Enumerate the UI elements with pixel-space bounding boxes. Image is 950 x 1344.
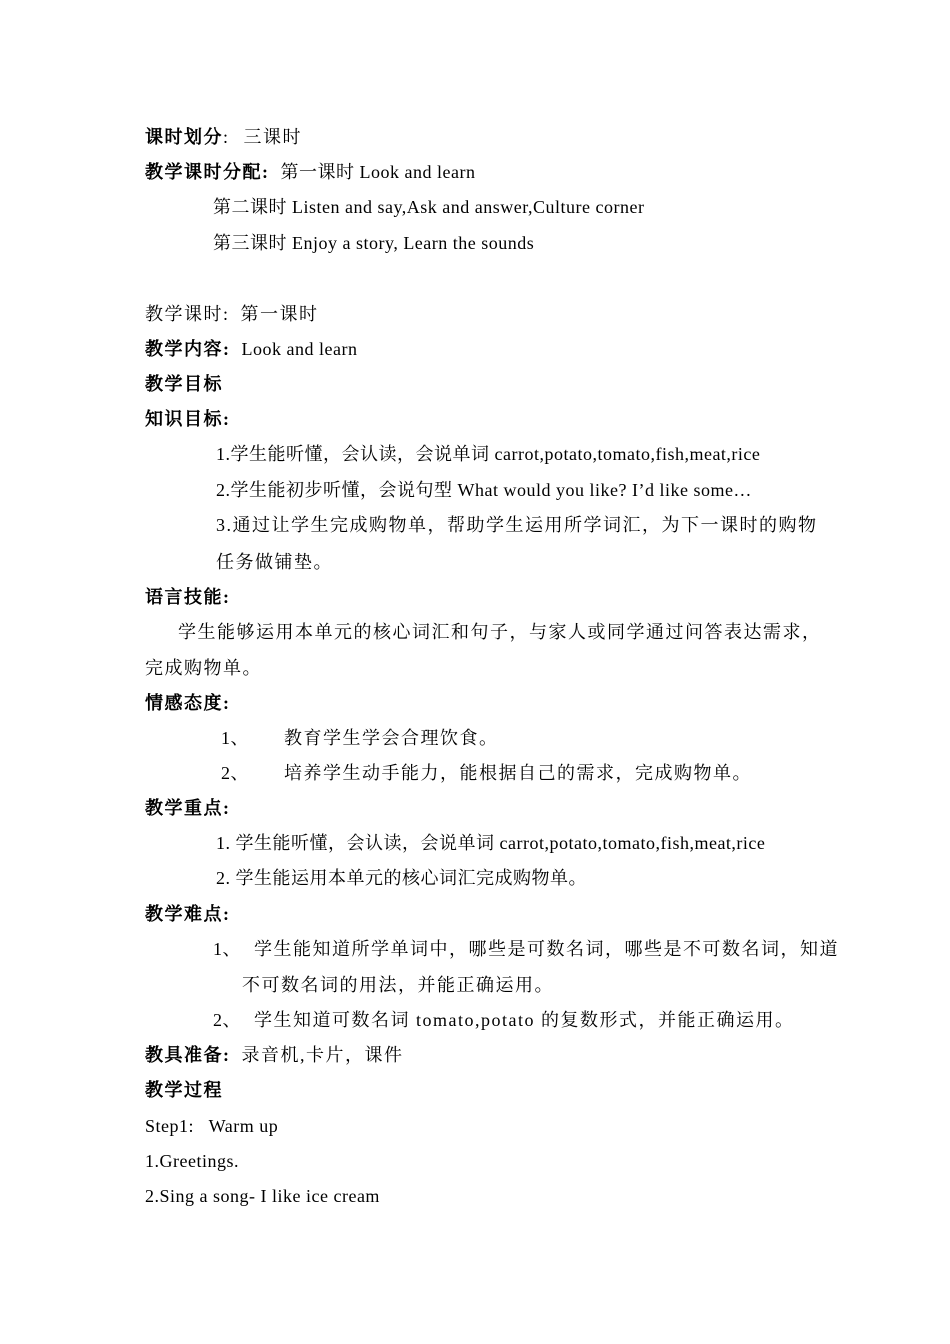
period-label: 教学课时:: [145, 304, 230, 324]
focus-item-1: 1. 学生能听懂，会认读，会说单词 carrot,potato,tomato,fish,meat,rice: [216, 833, 766, 853]
knowledge-item-3-cont: 任务做铺垫。: [216, 552, 333, 572]
allocation-item-2: 第二课时 Listen and say,Ask and answer,Culture corner: [213, 197, 645, 217]
division-line: [145, 125, 302, 149]
allocation-line: [145, 160, 475, 184]
attitude-num: 1、: [221, 728, 249, 748]
difficulty-text: 学生知道可数名词 tomato,potato 的复数形式，并能正确运用。: [254, 1010, 795, 1030]
goals-heading: 教学目标: [145, 374, 223, 394]
attitude-item-2: [221, 761, 752, 785]
allocation-item-1: 第一课时 Look and learn: [280, 162, 476, 182]
division-label: 课时划分: [145, 127, 223, 147]
step1-heading: Step1: Warm up: [145, 1116, 279, 1136]
step1-item-1: 1.Greetings.: [145, 1151, 239, 1171]
content-line: [145, 337, 357, 361]
difficulty-heading: 教学难点:: [145, 904, 231, 924]
division-colon: :: [223, 127, 229, 147]
skills-line-2: 完成购物单。: [145, 658, 262, 678]
attitude-item-1: [221, 726, 499, 750]
aids-label: 教具准备:: [145, 1045, 231, 1065]
content-value: Look and learn: [241, 339, 358, 359]
attitude-num: 2、: [221, 763, 249, 783]
allocation-label: 教学课时分配:: [145, 162, 270, 182]
focus-heading: 教学重点:: [145, 798, 231, 818]
period-value: 第一课时: [240, 304, 319, 324]
period-line: [145, 302, 319, 326]
division-value: 三课时: [243, 127, 303, 147]
aids-line: [145, 1043, 404, 1067]
attitude-text: 培养学生动手能力，能根据自己的需求，完成购物单。: [284, 763, 752, 783]
skills-heading: 语言技能:: [145, 587, 231, 607]
difficulty-num: 2、: [213, 1010, 241, 1030]
step1-item-2: 2.Sing a song- I like ice cream: [145, 1186, 380, 1206]
difficulty-item-1-cont: 不可数名词的用法，并能正确运用。: [242, 975, 554, 995]
difficulty-item-1: [213, 937, 839, 961]
difficulty-num: 1、: [213, 939, 241, 959]
knowledge-heading: 知识目标:: [145, 409, 231, 429]
content-label: 教学内容:: [145, 339, 231, 359]
difficulty-item-2: [213, 1008, 794, 1032]
skills-line-1: 学生能够运用本单元的核心词汇和句子，与家人或同学通过问答表达需求，: [178, 622, 822, 642]
allocation-item-3: 第三课时 Enjoy a story, Learn the sounds: [213, 233, 535, 253]
focus-item-2: 2. 学生能运用本单元的核心词汇完成购物单。: [216, 868, 587, 888]
attitude-text: 教育学生学会合理饮食。: [284, 728, 499, 748]
process-heading: 教学过程: [145, 1080, 223, 1100]
attitude-heading: 情感态度:: [145, 693, 231, 713]
knowledge-item-2: 2.学生能初步听懂，会说句型 What would you like? I’d like some…: [216, 480, 752, 500]
knowledge-item-1: 1.学生能听懂，会认读，会说单词 carrot,potato,tomato,fish,meat,rice: [216, 444, 761, 464]
difficulty-text: 学生能知道所学单词中，哪些是可数名词，哪些是不可数名词，知道: [254, 939, 839, 959]
knowledge-item-3: 3.通过让学生完成购物单，帮助学生运用所学词汇，为下一课时的购物: [216, 515, 818, 535]
aids-value: 录音机,卡片，课件: [241, 1045, 404, 1065]
